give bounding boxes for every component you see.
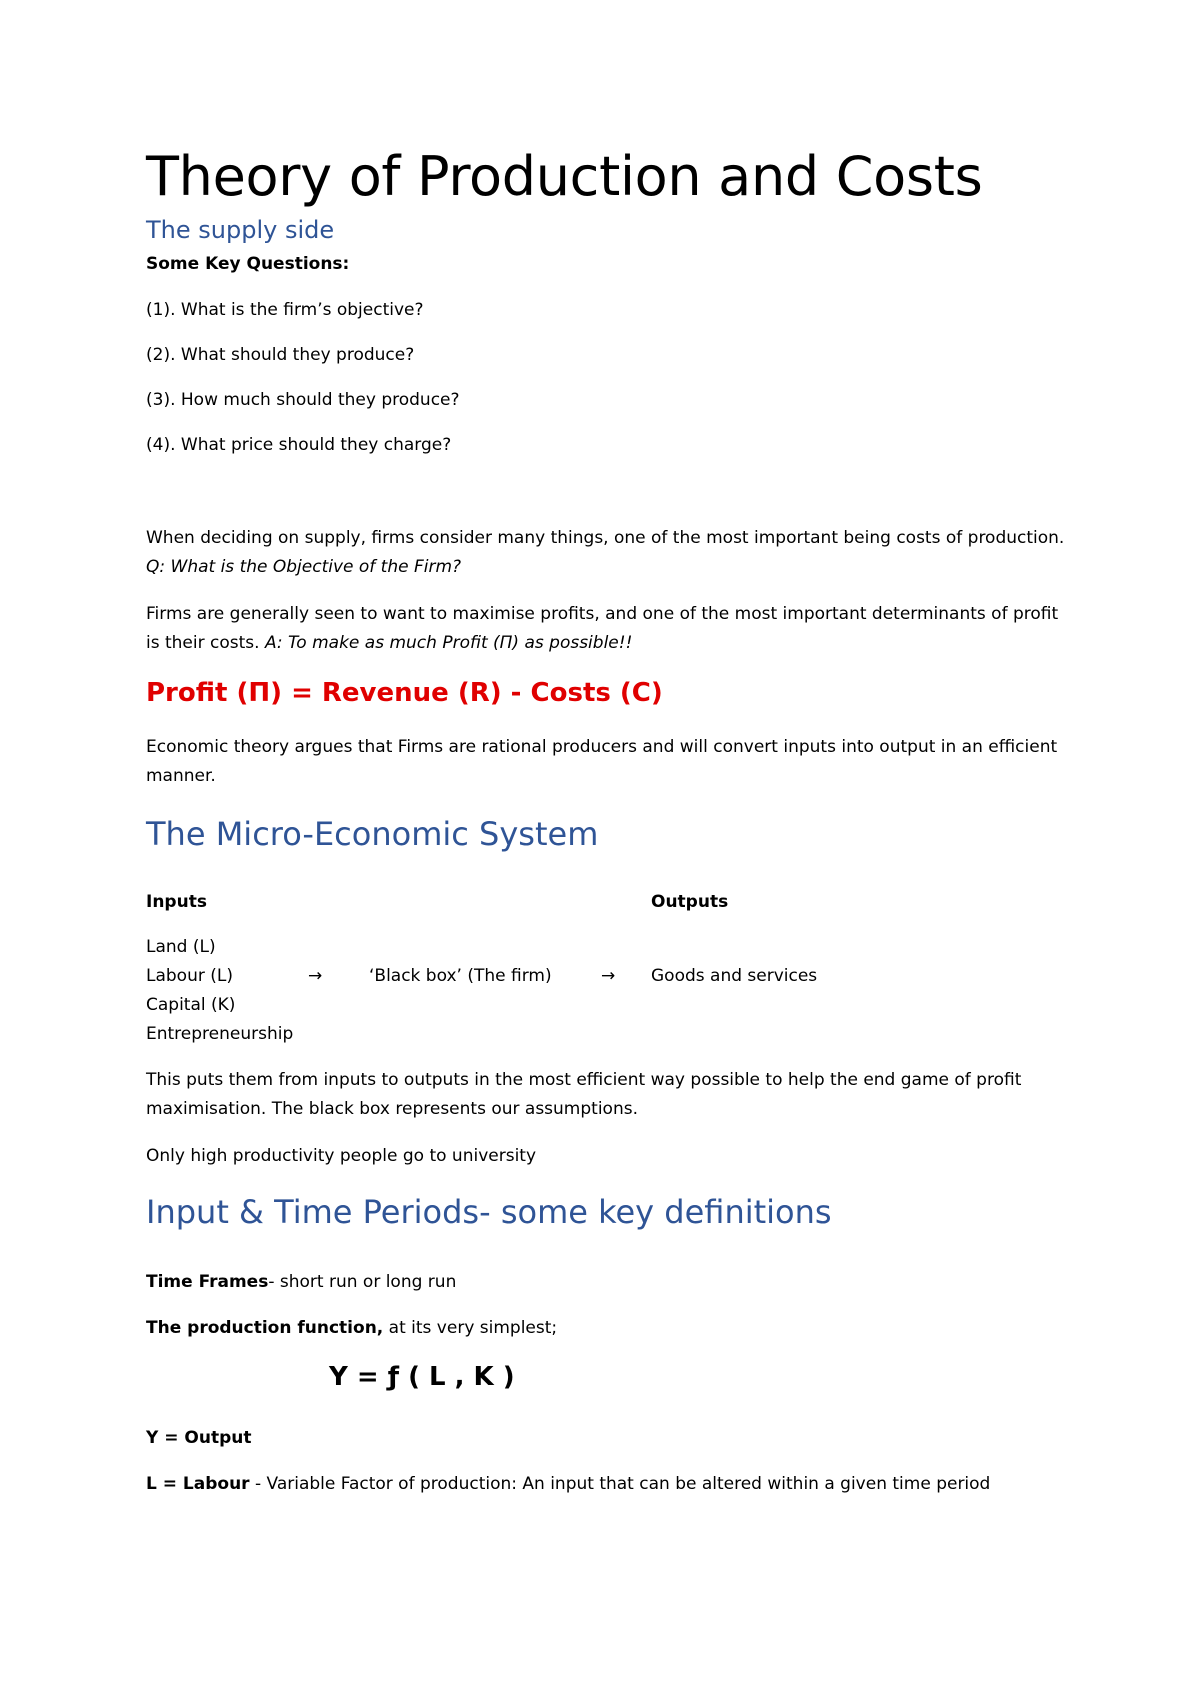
time-frames-text: - short run or long run	[268, 1272, 457, 1292]
production-function-line	[146, 1314, 557, 1343]
input-entrepreneurship: Entrepreneurship	[146, 1024, 294, 1044]
arrow-right-icon: →	[308, 966, 323, 986]
labour-definition	[146, 1470, 990, 1499]
labour-label: L = Labour	[146, 1474, 250, 1494]
production-function-label: The production function,	[146, 1318, 384, 1338]
subtitle: The supply side	[146, 216, 335, 244]
time-frames-line	[146, 1268, 456, 1297]
black-box-label: ‘Black box’ (The firm)	[369, 966, 552, 986]
section-heading-micro: The Micro-Economic System	[146, 815, 599, 853]
question-item: (4). What price should they charge?	[146, 435, 452, 455]
section-heading-input: Input & Time Periods- some key definitions	[146, 1193, 832, 1231]
time-frames-label: Time Frames	[146, 1272, 269, 1292]
inputs-label: Inputs	[146, 892, 207, 912]
output-definition: Y = Output	[146, 1428, 252, 1448]
paragraph-black-box: This puts them from inputs to outputs in the most efficient way possible to help the end game of profit maximisation. The black box represents our assumptions.	[146, 1070, 1022, 1119]
paragraph-economic-theory: Economic theory argues that Firms are rational producers and will convert inputs into output in an efficient manner.	[146, 737, 1058, 786]
paragraph-supply-text: When deciding on supply, firms consider many things, one of the most important being costs of production.	[146, 528, 1065, 548]
arrow-right-icon: →	[601, 966, 616, 986]
answer-objective: A: To make as much Profit (Π) as possible!!	[264, 633, 633, 653]
outputs-label: Outputs	[651, 892, 729, 912]
production-formula: Y = ƒ ( L , K )	[329, 1362, 515, 1392]
paragraph-supply	[146, 524, 1076, 582]
paragraph-profit-text: Firms are generally seen to want to maximise profits, and one of the most important determinants of profit is their costs.	[146, 604, 1059, 653]
paragraph-university: Only high productivity people go to university	[146, 1146, 537, 1166]
question-objective: Q: What is the Objective of the Firm?	[146, 557, 462, 577]
production-function-text: at its very simplest;	[383, 1318, 558, 1338]
question-item: (1). What is the firm’s objective?	[146, 300, 424, 320]
page-title: Theory of Production and Costs	[146, 145, 983, 208]
profit-formula: Profit (Π) = Revenue (R) - Costs (C)	[146, 678, 663, 708]
outputs-value: Goods and services	[651, 966, 818, 986]
question-item: (3). How much should they produce?	[146, 390, 460, 410]
key-questions-heading: Some Key Questions:	[146, 254, 350, 274]
input-land: Land (L)	[146, 937, 216, 957]
paragraph-profit	[146, 600, 1076, 658]
input-labour: Labour (L)	[146, 966, 233, 986]
labour-text: - Variable Factor of production: An input that can be altered within a given time period	[249, 1474, 991, 1494]
input-capital: Capital (K)	[146, 995, 236, 1015]
question-item: (2). What should they produce?	[146, 345, 415, 365]
